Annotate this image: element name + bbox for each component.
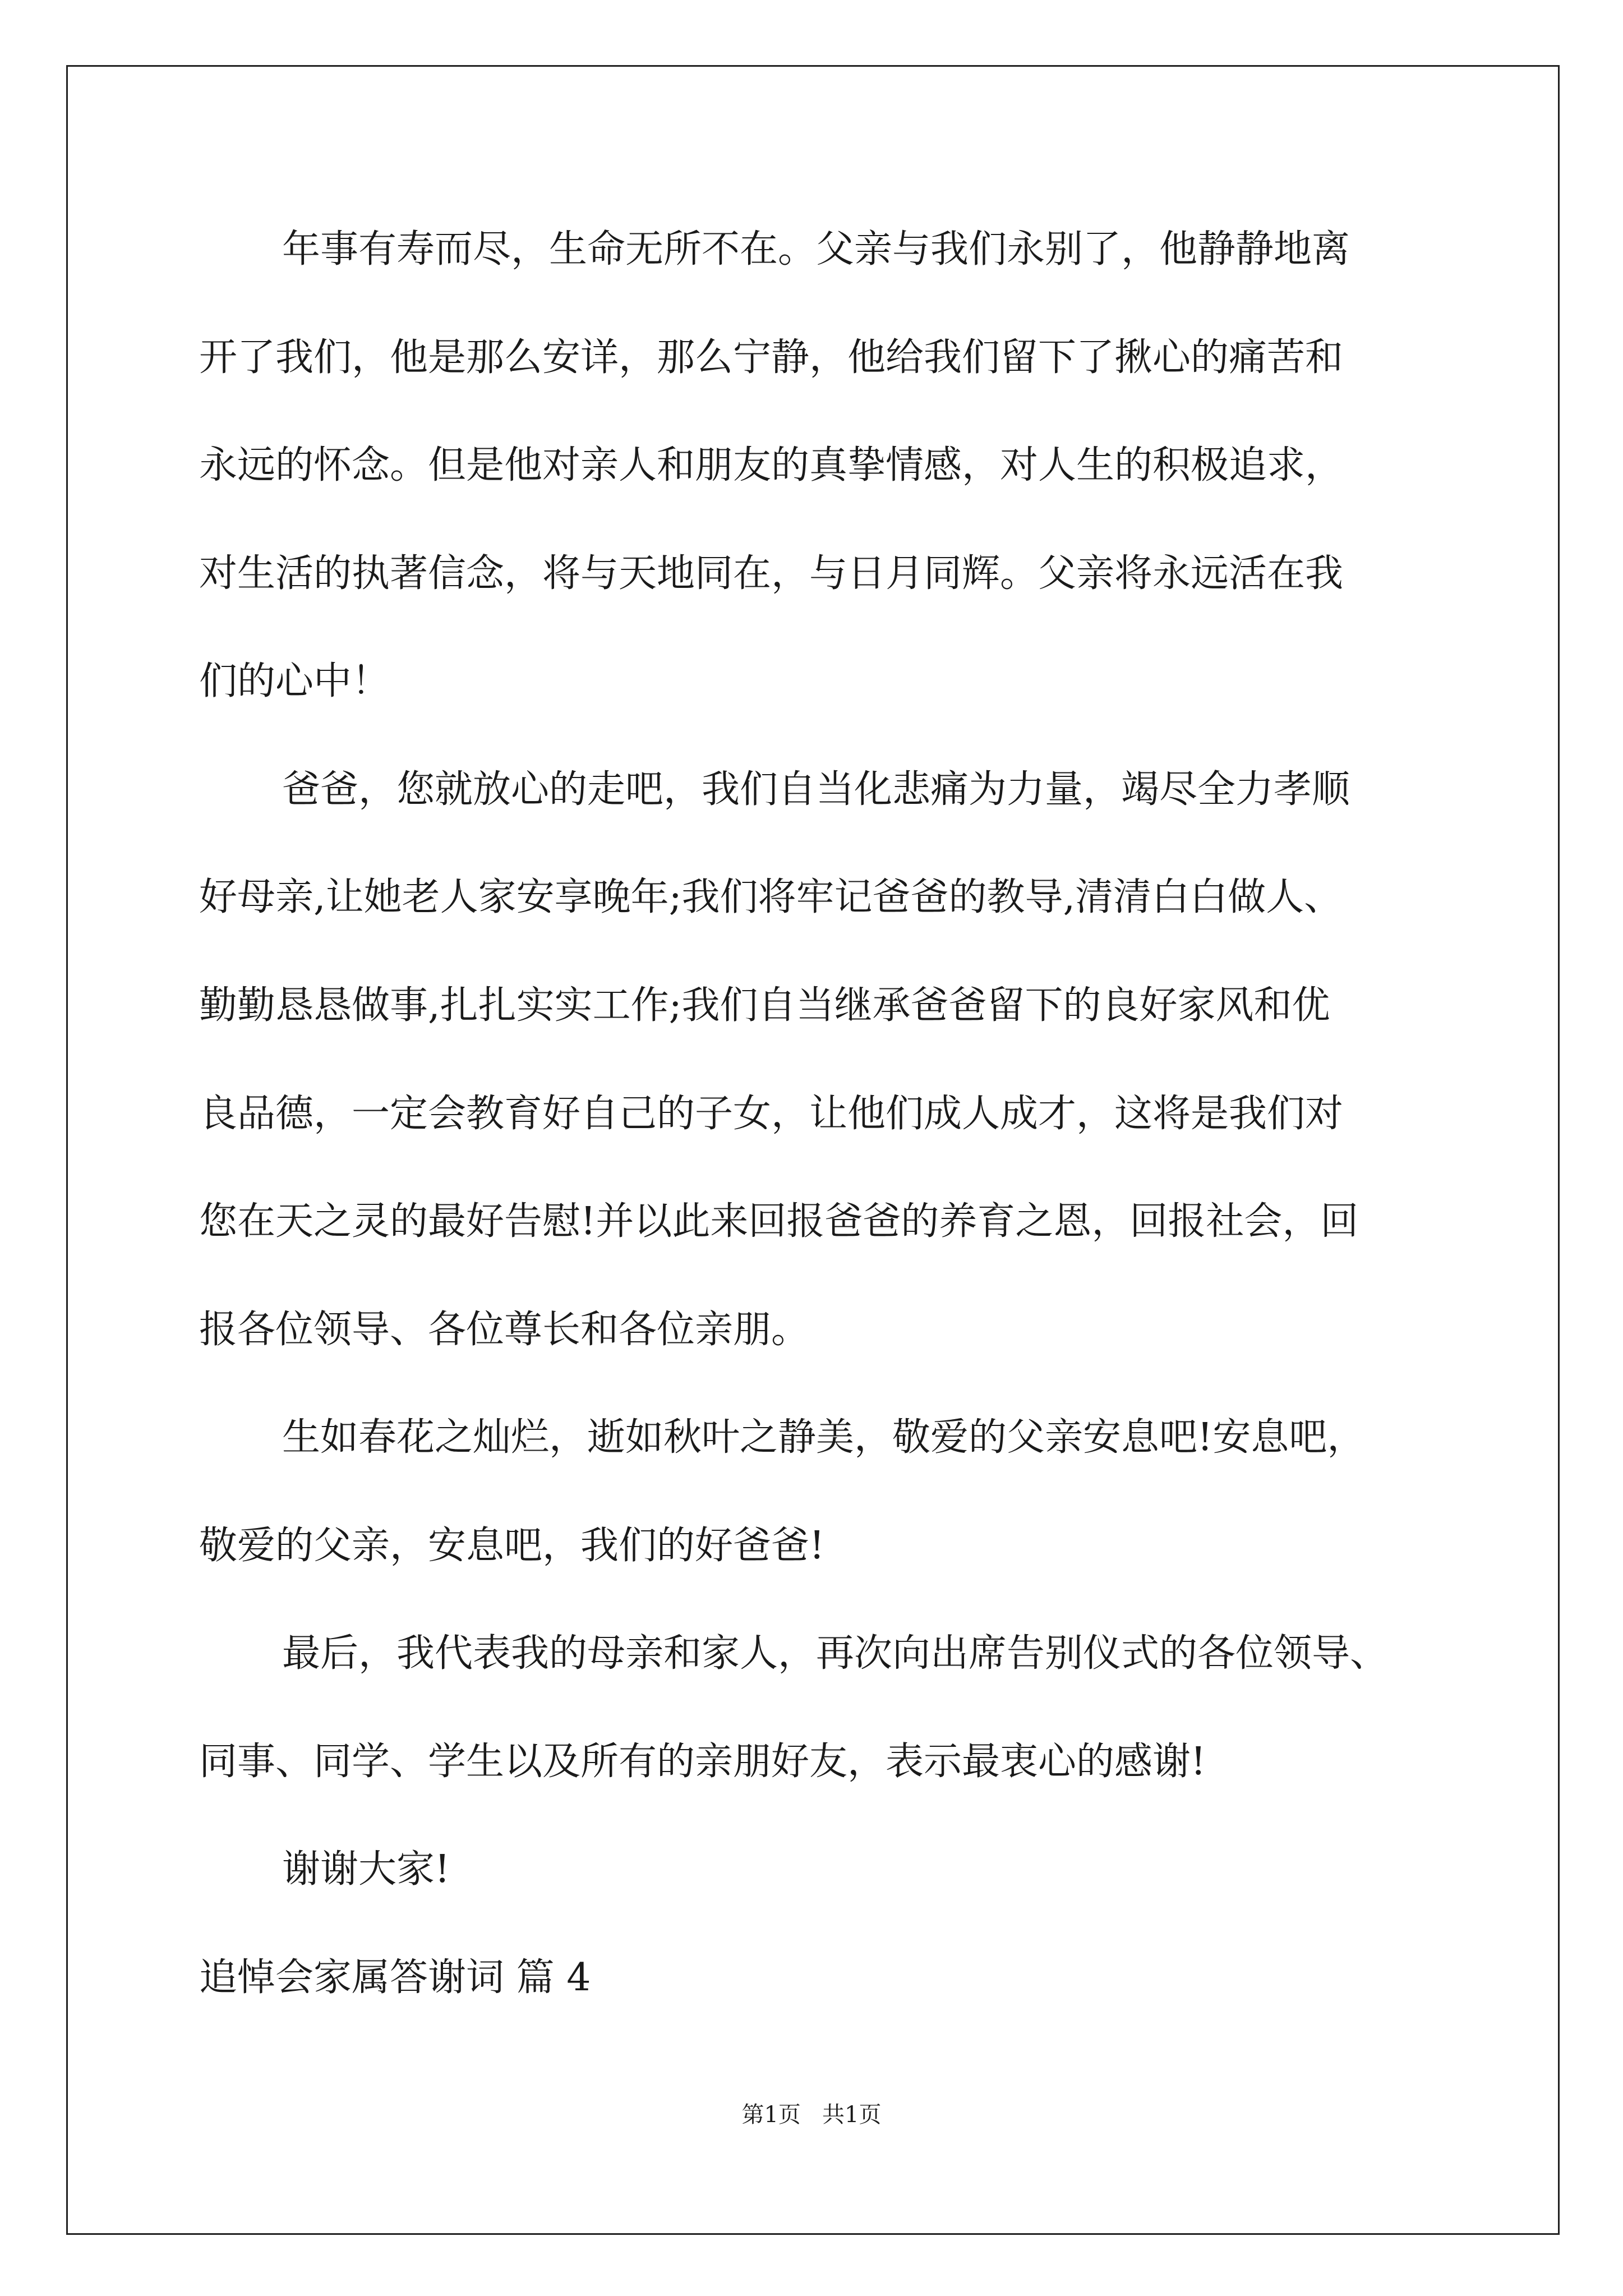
paragraph-2-line-4: 良品德，一定会教育好自己的子女，让他们成人成才，这将是我们对 [199,1092,1344,1136]
page-frame [66,65,1560,2235]
page-footer: 第1页 共1页 [741,2102,882,2128]
paragraph-1-line-4: 对生活的执著信念，将与天地同在，与日月同辉。父亲将永远活在我 [199,551,1344,596]
paragraph-2-line-5: 您在天之灵的最好告慰!并以此来回报爸爸的养育之恩，回报社会，回 [199,1199,1359,1244]
paragraph-1-line-3: 永远的怀念。但是他对亲人和朋友的真挚情感，对人生的积极追求， [199,443,1344,487]
paragraph-2-line-1: 爸爸，您就放心的走吧，我们自当化悲痛为力量，竭尽全力孝顺 [282,767,1350,812]
paragraph-1-line-1: 年事有寿而尽，生命无所不在。父亲与我们永别了，他静静地离 [282,227,1350,272]
paragraph-2-line-2: 好母亲,让她老人家安享晚年;我们将牢记爸爸的教导,清清白白做人、 [199,875,1343,919]
paragraph-4-line-2: 同事、同学、学生以及所有的亲朋好友，表示最衷心的感谢! [199,1740,1206,1784]
paragraph-3-line-1: 生如春花之灿烂，逝如秋叶之静美，敬爱的父亲安息吧!安息吧， [282,1415,1366,1460]
section-heading: 追悼会家属答谢词 篇 4 [199,1955,591,2000]
paragraph-2-line-3: 勤勤恳恳做事,扎扎实实工作;我们自当继承爸爸留下的良好家风和优 [199,983,1330,1028]
paragraph-1-line-2: 开了我们，他是那么安详，那么宁静，他给我们留下了揪心的痛苦和 [199,335,1344,380]
paragraph-2-line-6: 报各位领导、各位尊长和各位亲朋。 [199,1308,810,1352]
paragraph-3-line-2: 敬爱的父亲，安息吧，我们的好爸爸! [199,1524,825,1568]
paragraph-1-line-5: 们的心中！ [199,659,390,703]
closing-line: 谢谢大家! [282,1847,450,1892]
paragraph-4-line-1: 最后，我代表我的母亲和家人，再次向出席告别仪式的各位领导、 [282,1631,1389,1676]
